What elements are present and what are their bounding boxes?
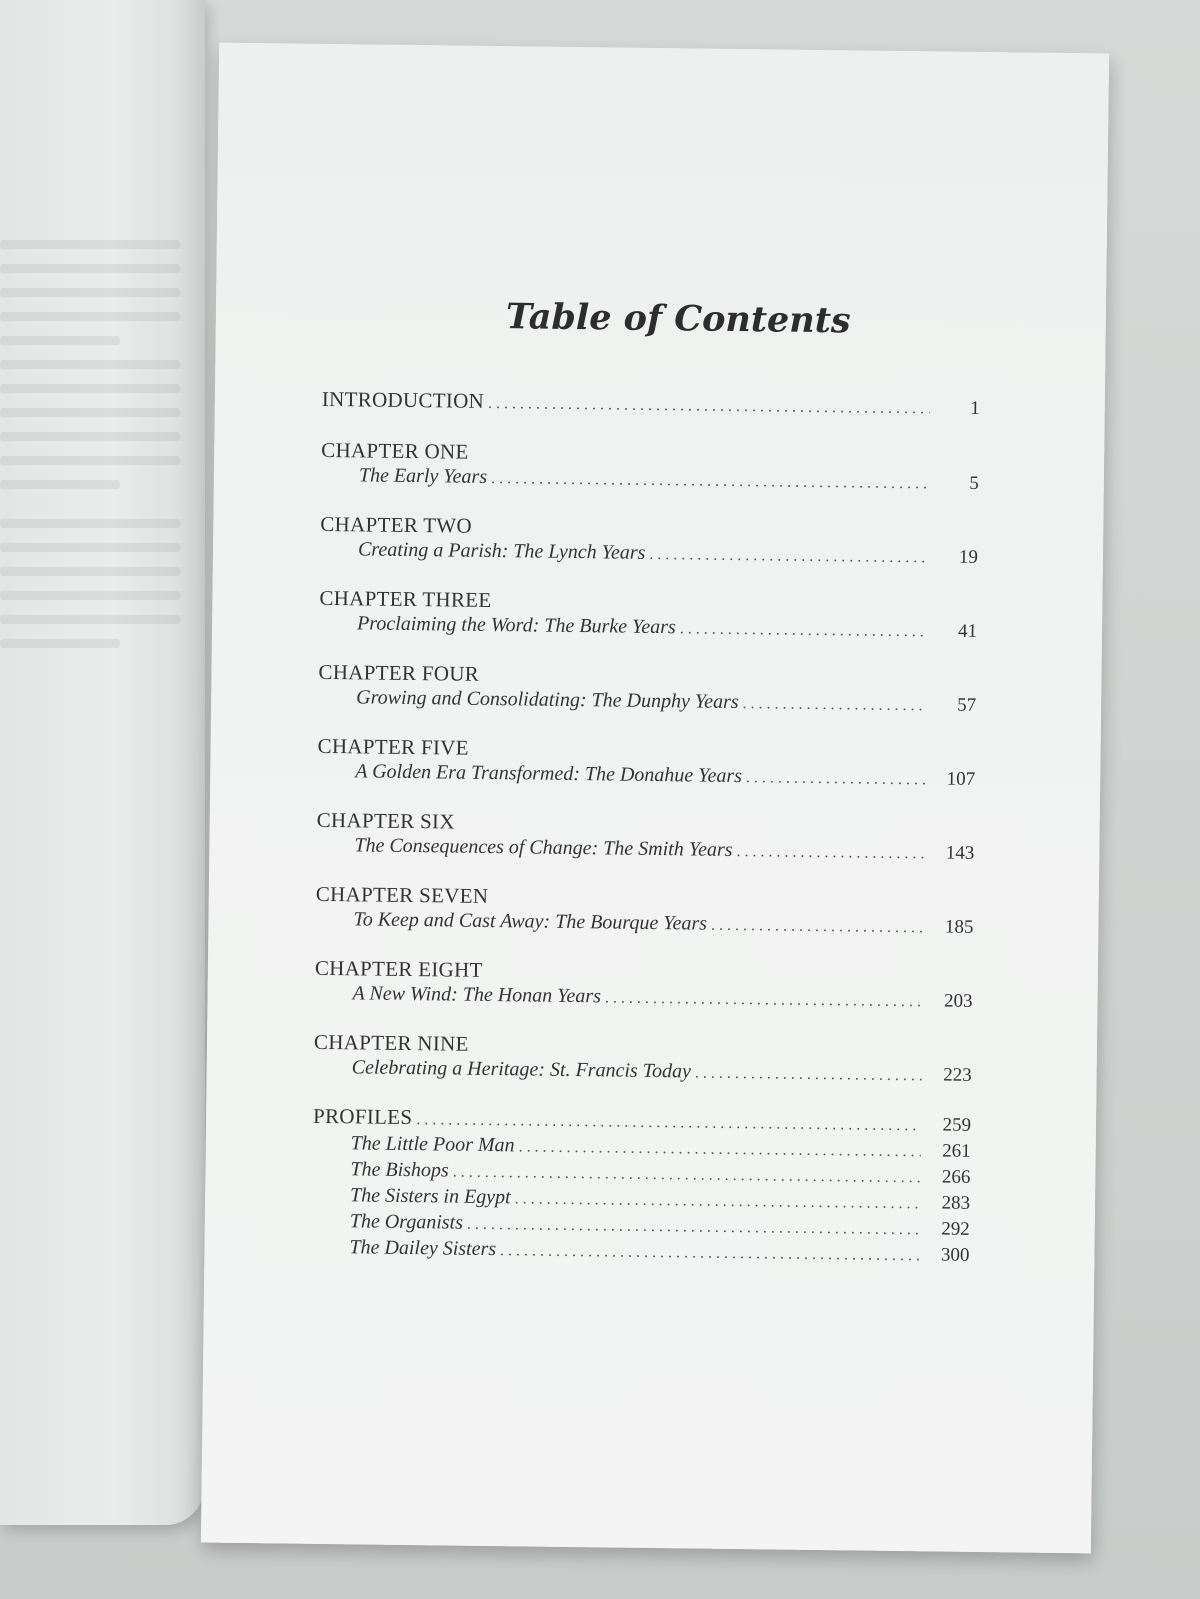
- page-number: 19: [958, 546, 979, 568]
- right-page: [201, 43, 1109, 1554]
- toc-entry-introduction: [322, 386, 980, 423]
- chapter-title: A Golden Era Transformed: The Donahue Years: [355, 760, 743, 788]
- chapter-title: The Consequences of Change: The Smith Years: [354, 834, 733, 861]
- toc-list: [311, 386, 980, 1269]
- toc-entry-chapter: [314, 956, 973, 1016]
- profile-title: The Dailey Sisters: [349, 1236, 497, 1261]
- page-number: 300: [940, 1244, 970, 1266]
- entry-label: PROFILES: [312, 1103, 413, 1130]
- toc-entry-chapter: [316, 808, 975, 868]
- toc-entry-chapter: [321, 438, 980, 498]
- chapter-label: CHAPTER FIVE: [317, 733, 469, 760]
- page-number: 57: [957, 694, 977, 716]
- page-number: 107: [946, 768, 976, 790]
- dot-leader: [491, 466, 929, 497]
- chapter-label: CHAPTER ONE: [321, 437, 469, 464]
- page-number: 292: [941, 1218, 970, 1240]
- dot-leader: [711, 913, 924, 942]
- toc-entry-chapter: [314, 1030, 973, 1090]
- profile-title: The Little Poor Man: [350, 1132, 515, 1157]
- dot-leader: [736, 839, 924, 867]
- dot-leader: [488, 391, 930, 422]
- profile-title: The Organists: [349, 1210, 464, 1234]
- dot-leader: [746, 765, 926, 793]
- dot-leader: [649, 542, 928, 571]
- toc-entry-chapter: [317, 734, 976, 794]
- chapter-label: CHAPTER SIX: [316, 807, 455, 834]
- page-number: 203: [943, 990, 973, 1012]
- toc-entry-profiles: [311, 1104, 971, 1269]
- profile-title: The Sisters in Egypt: [349, 1184, 511, 1209]
- toc-entry-chapter: [315, 882, 974, 942]
- show-through-text: [0, 240, 180, 663]
- dot-leader: [605, 985, 923, 1015]
- dot-leader: [680, 616, 928, 645]
- chapter-title: Creating a Parish: The Lynch Years: [357, 538, 646, 564]
- profile-title: The Bishops: [350, 1158, 449, 1182]
- dot-leader: [514, 1187, 920, 1216]
- chapter-title: To Keep and Cast Away: The Bourque Years: [353, 908, 708, 935]
- chapter-label: CHAPTER TWO: [320, 511, 473, 538]
- page-number: 41: [957, 620, 978, 642]
- page-number: 143: [945, 842, 975, 864]
- chapter-label: CHAPTER NINE: [313, 1029, 469, 1056]
- page-number: 185: [944, 916, 974, 938]
- dot-leader: [518, 1135, 920, 1164]
- left-page: [0, 0, 205, 1525]
- page-number: 283: [941, 1192, 971, 1214]
- chapter-label: CHAPTER FOUR: [318, 659, 480, 686]
- page-number: 1: [970, 397, 980, 419]
- toc-entry-chapter: [320, 512, 979, 572]
- page-number: 259: [942, 1114, 972, 1136]
- chapter-title: Celebrating a Heritage: St. Francis Today: [351, 1056, 692, 1083]
- page-number: 5: [969, 472, 979, 494]
- toc-entry-chapter: [318, 660, 977, 720]
- dot-leader: [742, 691, 926, 719]
- dot-leader: [695, 1061, 922, 1090]
- chapter-label: CHAPTER THREE: [319, 585, 492, 612]
- chapter-label: CHAPTER SEVEN: [315, 881, 489, 908]
- chapter-title: A New Wind: The Honan Years: [352, 982, 602, 1008]
- chapter-title: Proclaiming the Word: The Burke Years: [356, 612, 676, 639]
- entry-label: INTRODUCTION: [321, 386, 485, 413]
- page-title: Table of Contents: [505, 296, 851, 342]
- chapter-label: CHAPTER EIGHT: [314, 955, 483, 982]
- dot-leader: [500, 1239, 920, 1268]
- chapter-title: Growing and Consolidating: The Dunphy Years: [356, 686, 739, 714]
- page-number: 223: [943, 1064, 972, 1086]
- toc-entry-chapter: [319, 586, 978, 646]
- page-content: [201, 43, 1109, 1554]
- page-number: 266: [941, 1166, 971, 1188]
- chapter-title: The Early Years: [358, 464, 488, 488]
- page-number: 261: [942, 1140, 971, 1162]
